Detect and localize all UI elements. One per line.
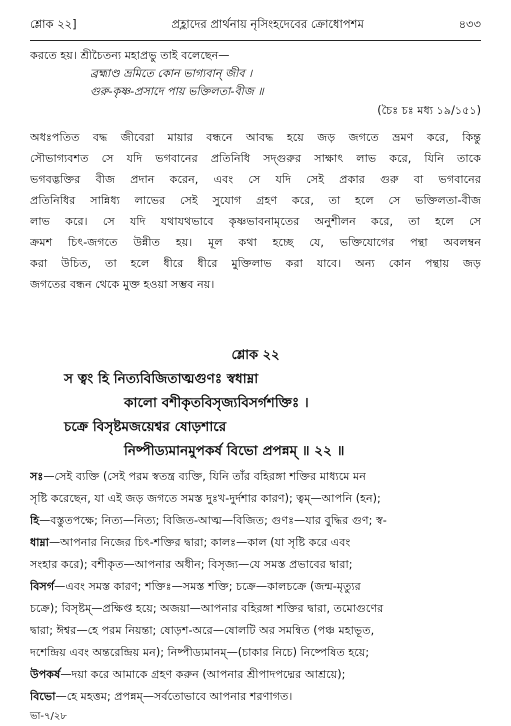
- synonym-text: —দয়া করে আমাকে গ্রহণ করুন (আপনার শ্রীপাদপদ্মের আশ্রয়ে);: [60, 668, 346, 681]
- synonym-headword: উপকর্ষ: [30, 668, 61, 681]
- header-chapter-title: প্রহ্লাদের প্রার্থনায় নৃসিংহদেবের ক্রোধোপশম: [171, 17, 364, 31]
- verse-line-4: নিষ্পীড্যমানমুপকর্ষ বিভো প্রপন্নম্ ॥ ২২ ॥: [124, 443, 345, 459]
- page-number: ৪৩৩: [458, 17, 481, 31]
- verse-title: শ্লোক ২২: [231, 348, 280, 363]
- synonym-text: সৃষ্টি করেছেন, যা এই জড় জগতে সমস্ত দুঃখ-দুর্দশার কারণ); ত্বম্—আপনি (হন);: [30, 492, 381, 505]
- synonym-text: —হে মহত্তম; প্রপন্নম্—সর্বতোভাবে আপনার শরণাগত।: [55, 690, 293, 703]
- synonym-text: চক্রে); বিসৃষ্টম্—প্রক্ষিপ্ত হয়ে; অজয়া—আপনার বহিরঙ্গা শক্তির দ্বারা, তমোগুণের: [30, 602, 384, 615]
- paragraph-line: লাভ করে। সে যদি যথাযথভাবে কৃষ্ণভাবনামৃতের অনুশীলন করে, তা হলে সে: [30, 215, 481, 228]
- paragraph-line: ভগবদ্ভক্তির বীজ প্রদান করেন, এবং সে যদি সেই প্রকার গুরু বা ভগবানের: [30, 173, 481, 186]
- paragraph-line: সৌভাগ্যবশত সে যদি ভগবানের প্রতিনিধি সদ্গুরুর সাক্ষাৎ লাভ করে, যিনি তাকে: [30, 152, 481, 165]
- intro-line: করতে হয়। শ্রীচৈতন্য মহাপ্রভু তাই বলেছেন—: [30, 49, 230, 62]
- synonym-line: [30, 554, 481, 576]
- paragraph-line: অধঃপতিত বদ্ধ জীবেরা মায়ার বন্ধনে আবদ্ধ হয়ে জড় জগতে ভ্রমণ করে, কিন্তু: [30, 131, 481, 144]
- quote-reference: (চৈঃ চঃ মধ্য ১৯/১৫১): [377, 104, 481, 117]
- verse-line-3: চক্রে বিসৃষ্টমজয়েশ্বর ষোড়শারে: [64, 419, 227, 435]
- synonym-headword: বিভো: [30, 690, 56, 703]
- quote-line-2: গুরু-কৃষ্ণ-প্রসাদে পায় ভক্তিলতা-বীজ ॥: [90, 85, 264, 98]
- synonym-line: [30, 488, 481, 510]
- synonym-text: —এবং সমস্ত কারণ; শক্তিঃ—সমস্ত শক্তি; চক্রে—কালচক্রে (জন্ম-মৃত্যুর: [54, 580, 361, 593]
- synonym-line: [30, 510, 481, 532]
- paragraph-line: ক্রমশ চিৎ-জগতে উন্নীত হয়। মূল কথা হচ্ছে যে, ভক্তিযোগের পন্থা অবলম্বন: [30, 236, 481, 249]
- synonym-text: সংহার করে); বশীকৃত—আপনার অধীন; বিসৃজ্য—যে সমস্ত প্রভাবের দ্বারা;: [30, 558, 353, 571]
- synonym-headword: সঃ: [30, 470, 44, 483]
- synonym-text: দ্বারা; ঈশ্বর—হে পরম নিয়ন্তা; ষোড়শ-অরে—ষোলটি অর সমন্বিত (পঞ্চ মহাভূত,: [30, 624, 375, 637]
- synonym-headword: ধাম্না: [30, 536, 49, 549]
- quote-line-1: ব্রহ্মাণ্ড ভ্রমিতে কোন ভাগ্যবান্ জীব ।: [90, 67, 253, 80]
- footer-signature: ভা-৭/২৮: [30, 711, 67, 722]
- synonym-line: [30, 664, 481, 686]
- synonym-line: [30, 532, 481, 554]
- header-verse-ref: শ্লোক ২২]: [30, 17, 77, 31]
- synonym-text: —বস্তুতপক্ষে; নিত্য—নিত্য; বিজিত-আত্ম—বিজিত; গুণঃ—যার বুদ্ধির গুণ; স্ব-: [39, 514, 387, 527]
- synonym-line: [30, 598, 481, 620]
- synonym-text: —সেই ব্যক্তি (সেই পরম স্বতন্ত্র ব্যক্তি, যিনি তাঁর বহিরঙ্গা শক্তির মাধ্যমে মন: [43, 470, 366, 483]
- header-rule: [30, 40, 481, 41]
- synonym-line: [30, 466, 481, 488]
- paragraph-line: করা উচিত, তা হলে ধীরে ধীরে মুক্তিলাভ করা যাবে। অন্য কোন পন্থায় জড়: [30, 257, 481, 270]
- synonym-line: [30, 642, 481, 664]
- synonym-text: দশেন্দ্রিয় এবং অন্তরেন্দ্রিয় মন); নিষ্পীড্যমানম্—(চাকার নিচে) নিষ্পেষিত হয়ে;: [30, 646, 370, 659]
- running-header: [30, 16, 481, 38]
- paragraph-line: জগতের বন্ধন থেকে মুক্ত হওয়া সম্ভব নয়।: [30, 278, 215, 291]
- paragraph-line: প্রতিনিধির সান্নিধ্য লাভের সেই সুযোগ গ্রহণ করে, তা হলে সে ভক্তিলতা-বীজ: [30, 194, 481, 207]
- verse-line-1: স ত্বং হি নিত্যবিজিতাত্মগুণঃ স্বধাম্না: [64, 371, 259, 387]
- synonym-line: [30, 686, 481, 708]
- synonym-line: [30, 620, 481, 642]
- synonym-headword: হি: [30, 514, 40, 527]
- verse-line-2: কালো বশীকৃতবিসৃজ্যবিসর্গশক্তিঃ ।: [124, 395, 309, 411]
- synonym-line: [30, 576, 481, 598]
- synonym-headword: বিসর্গ: [30, 580, 55, 593]
- synonym-text: —আপনার নিজের চিৎ-শক্তির দ্বারা; কালঃ—কাল (যা সৃষ্টি করে এবং: [48, 536, 351, 549]
